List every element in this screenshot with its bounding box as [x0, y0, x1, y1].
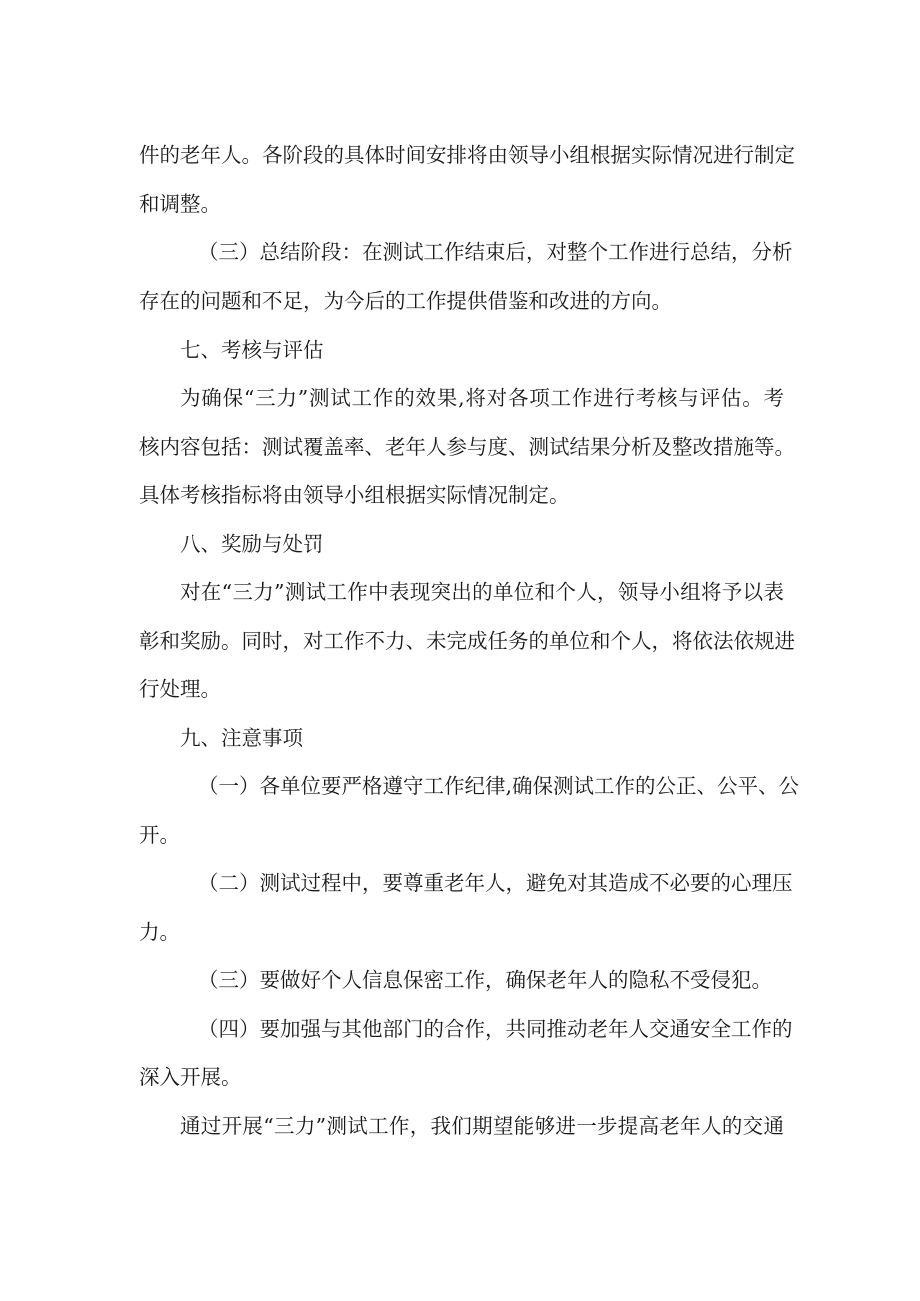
section-heading: 七、考核与评估 [180, 338, 324, 362]
paragraph-line: 件的老年人。各阶段的具体时间安排将由领导小组根据实际情况进行制定 [139, 143, 795, 167]
paragraph-line: （三）总结阶段：在测试工作结束后，对整个工作进行总结，分析 [198, 240, 793, 264]
paragraph-line: （二）测试过程中，要尊重老年人，避免对其造成不必要的心理压 [198, 871, 793, 895]
paragraph-line: 深入开展。 [139, 1065, 242, 1089]
paragraph-line: （四）要加强与其他部门的合作，共同推动老年人交通安全工作的 [198, 1017, 793, 1041]
paragraph-line: 对在“三力”测试工作中表现突出的单位和个人，领导小组将予以表 [180, 580, 784, 604]
paragraph-line: 为确保“三力”测试工作的效果,将对各项工作进行考核与评估。考 [180, 386, 784, 410]
paragraph-line: 和调整。 [139, 192, 221, 216]
paragraph-line: （三）要做好个人信息保密工作，确保老年人的隐私不受侵犯。 [198, 968, 772, 992]
paragraph-line: 核内容包括：测试覆盖率、老年人参与度、测试结果分析及整改措施等。 [139, 435, 795, 459]
paragraph-line: 彰和奖励。同时，对工作不力、未完成任务的单位和个人，将依法依规进 [139, 629, 795, 653]
section-heading: 八、奖励与处罚 [180, 532, 324, 556]
paragraph-line: 存在的问题和不足，为今后的工作提供借鉴和改进的方向。 [139, 289, 672, 313]
paragraph-line: （一）各单位要严格遵守工作纪律,确保测试工作的公正、公平、公 [198, 774, 800, 798]
paragraph-line: 具体考核指标将由领导小组根据实际情况制定。 [139, 483, 570, 507]
paragraph-line: 通过开展“三力”测试工作，我们期望能够进一步提高老年人的交通 [180, 1114, 784, 1138]
paragraph-line: 开。 [139, 823, 180, 847]
section-heading: 九、注意事项 [180, 726, 303, 750]
paragraph-line: 行处理。 [139, 677, 221, 701]
paragraph-line: 力。 [139, 920, 180, 944]
